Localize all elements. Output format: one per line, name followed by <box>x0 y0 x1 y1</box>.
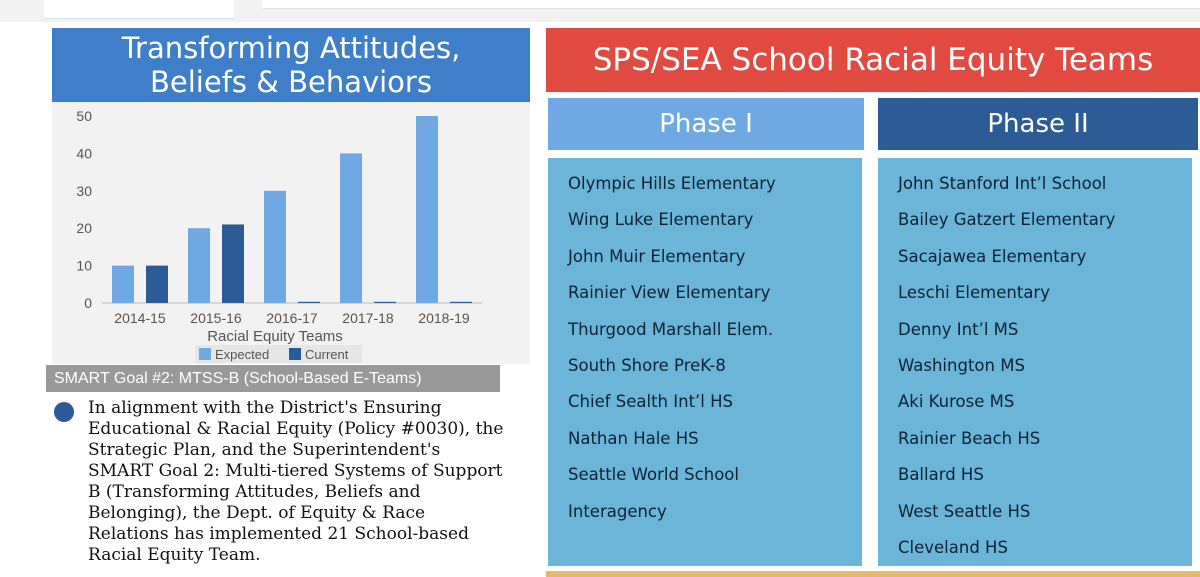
phase-2-school-list <box>878 158 1192 566</box>
left-title-line-2: Beliefs & Behaviors <box>150 65 432 99</box>
y-tick-label: 30 <box>76 182 92 199</box>
legend-swatch-expected <box>199 348 211 360</box>
phase-1-school: Interagency <box>568 501 667 521</box>
y-tick-label: 0 <box>84 295 92 311</box>
phase-1-school-list <box>548 158 862 566</box>
bar-current <box>146 266 168 303</box>
legend-label-expected: Expected <box>215 347 270 362</box>
bottom-accent-strip <box>546 571 1200 577</box>
phase-2-school: Rainier Beach HS <box>898 428 1041 448</box>
bar-current <box>374 302 396 303</box>
y-tick-label: 40 <box>76 145 92 162</box>
bar-expected <box>112 266 134 303</box>
goal-description: In alignment with the District's Ensuring Educational & Racial Equity (Policy #0030), the Strategic Plan, and the Superintendent's SMART Goal 2: Multi-tiered Systems of Support B (Transforming Attitudes, Beliefs and Belonging), the Dept. of Equity & Race Relations has implemented 21 School-based Racial Equity Team. <box>88 398 504 565</box>
top-strip-right-tab <box>262 0 1200 9</box>
x-tick-label: 2014-15 <box>114 310 166 326</box>
x-tick-label: 2016-17 <box>266 310 318 326</box>
bar-expected <box>264 191 286 303</box>
bullet-icon <box>54 402 74 422</box>
phase-2-school: Denny Int’l MS <box>898 319 1019 339</box>
bar-current <box>298 302 320 303</box>
phase-1-school: Wing Luke Elementary <box>568 210 754 230</box>
left-panel-title <box>52 28 530 102</box>
phase-1-school: Nathan Hale HS <box>568 428 699 448</box>
phase-2-school: West Seattle HS <box>898 501 1031 521</box>
phase-1-school: John Muir Elementary <box>568 246 746 266</box>
phase-1-school: Olympic Hills Elementary <box>568 174 776 193</box>
phase-2-school: Aki Kurose MS <box>898 392 1015 412</box>
phase-1-school: South Shore PreK-8 <box>568 356 726 376</box>
legend-swatch-current <box>289 348 301 360</box>
x-tick-label: 2018-19 <box>418 310 470 326</box>
bar-current <box>450 302 472 303</box>
phase-1-header: Phase I <box>548 98 864 150</box>
right-panel-title: SPS/SEA School Racial Equity Teams <box>546 28 1200 92</box>
phase-1-school: Thurgood Marshall Elem. <box>568 319 774 339</box>
bar-current <box>222 224 244 303</box>
phase-2-school: Leschi Elementary <box>898 283 1050 303</box>
y-tick-label: 10 <box>76 257 92 274</box>
phase-2-school: Cleveland HS <box>898 538 1008 558</box>
phase-2-school: Ballard HS <box>898 465 984 485</box>
bar-expected <box>416 116 438 303</box>
phase-1-school: Chief Sealth Int’l HS <box>568 392 734 412</box>
phase-1-school: Rainier View Elementary <box>568 283 771 303</box>
racial-equity-teams-bar-chart <box>52 102 530 364</box>
legend-label-current: Current <box>305 347 349 362</box>
x-tick-label: 2015-16 <box>190 310 242 326</box>
phase-2-school: John Stanford Int’l School <box>898 174 1107 193</box>
smart-goal-label: SMART Goal #2: MTSS-B (School-Based E-Teams) <box>46 365 500 392</box>
chart-area <box>52 102 530 364</box>
y-tick-label: 20 <box>76 220 92 237</box>
phase-2-header: Phase II <box>878 98 1198 150</box>
bar-expected <box>188 228 210 303</box>
top-strip-left-tab <box>44 0 234 19</box>
y-tick-label: 50 <box>76 108 92 124</box>
phase-2-school: Bailey Gatzert Elementary <box>898 210 1116 230</box>
phase-2-school: Washington MS <box>898 356 1025 376</box>
phase-2-school: Sacajawea Elementary <box>898 246 1087 266</box>
x-axis-title: Racial Equity Teams <box>207 328 343 345</box>
phase-1-school: Seattle World School <box>568 465 739 485</box>
x-tick-label: 2017-18 <box>342 310 394 326</box>
bar-expected <box>340 153 362 303</box>
left-title-line-1: Transforming Attitudes, <box>121 31 461 65</box>
